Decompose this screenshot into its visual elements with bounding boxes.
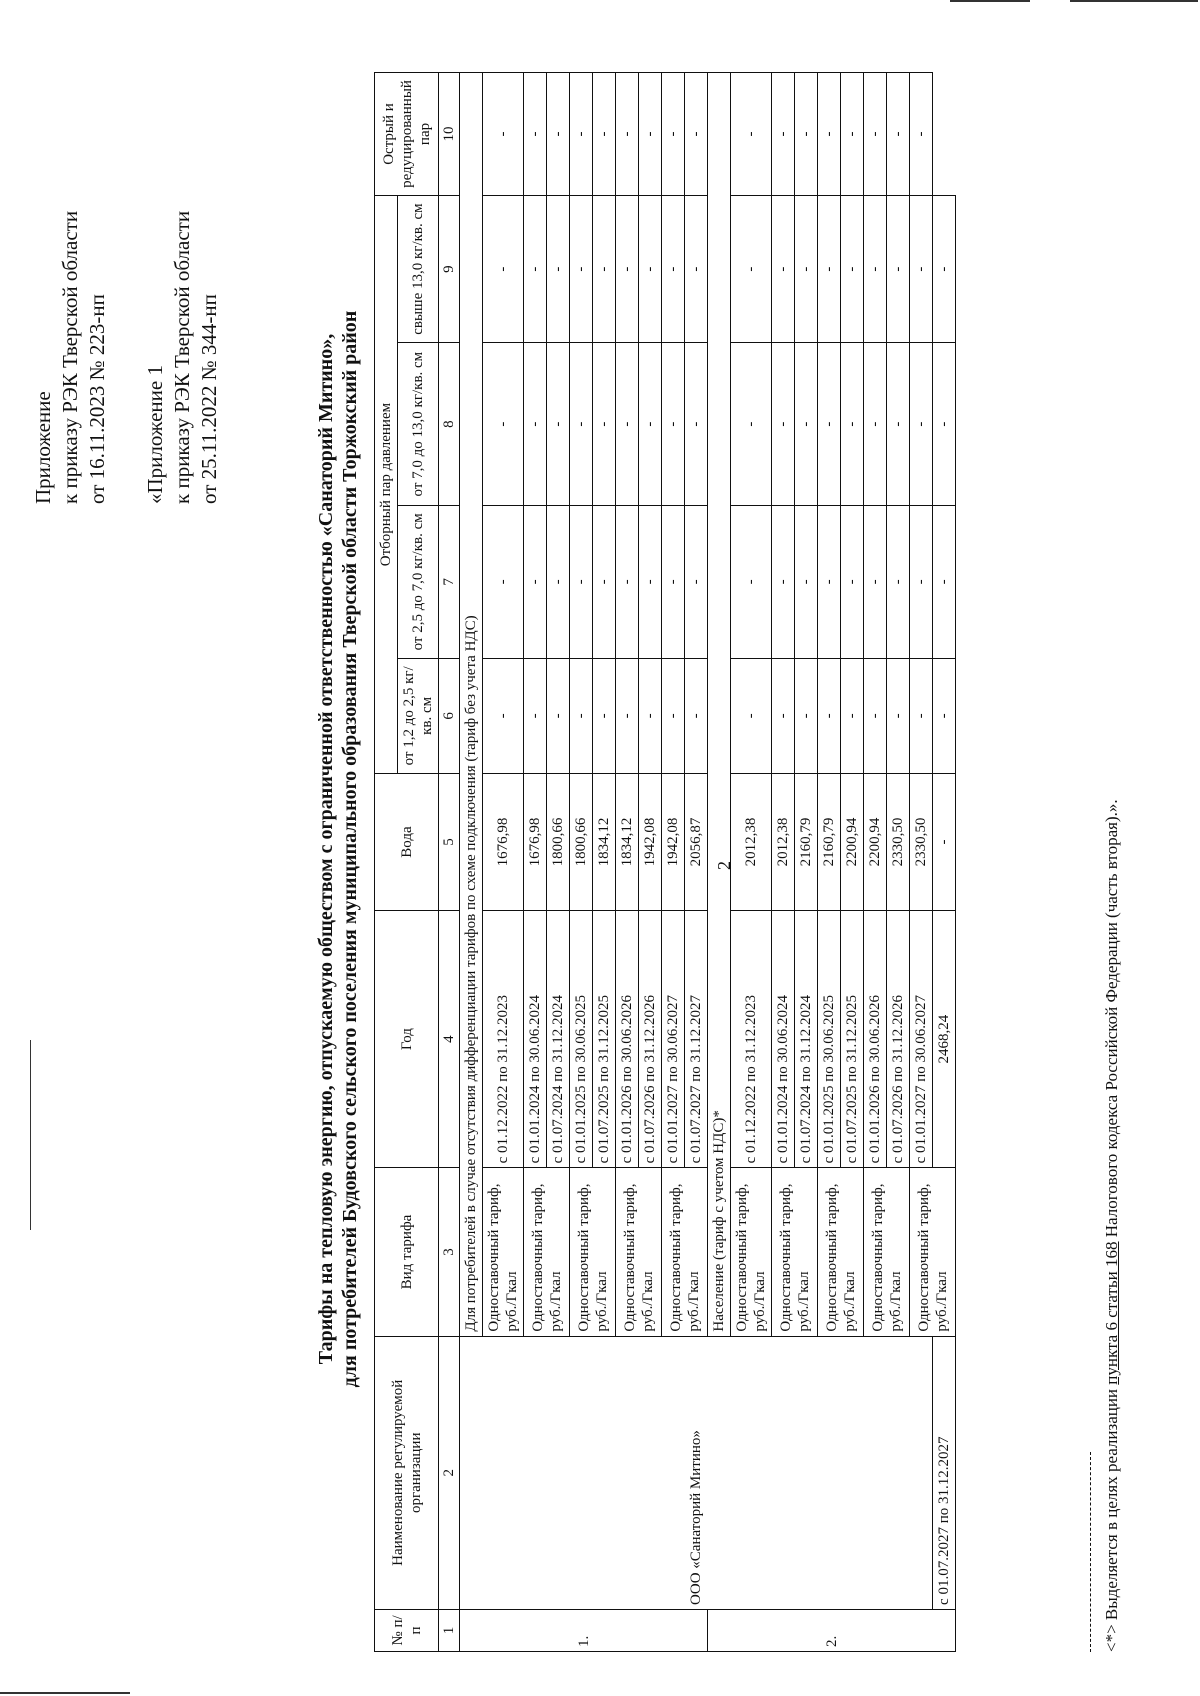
dash-cell: - [864, 73, 887, 196]
water-tariff-cell: 2012,38 [731, 774, 772, 911]
dash-cell: - [772, 73, 795, 196]
column-number: 4 [439, 910, 460, 1168]
dash-cell: - [570, 73, 593, 196]
section-number: 2. [708, 1609, 956, 1651]
column-number: 5 [439, 774, 460, 911]
tariff-type-cell: Одноставочный тариф, руб./Гкал [731, 1168, 772, 1336]
water-tariff-cell: 1676,98 [483, 774, 524, 911]
dash-cell: - [772, 658, 795, 774]
appendix-old-line3: от 25.11.2022 № 344-нп [197, 294, 221, 504]
dash-cell: - [841, 195, 864, 342]
dash-cell: - [731, 195, 772, 342]
header-row [375, 73, 398, 1652]
header-tariff-type: Вид тарифа [375, 1168, 439, 1336]
dash-cell: - [524, 73, 547, 196]
tariff-type-cell: Одноставочный тариф, руб./Гкал [818, 1168, 864, 1336]
period-cell: с 01.07.2025 по 31.12.2025 [841, 910, 864, 1168]
header-num: № п/п [375, 1609, 439, 1651]
water-tariff-cell: 1942,08 [662, 774, 685, 911]
dash-cell: - [818, 506, 841, 658]
period-cell: с 01.01.2025 по 30.06.2025 [818, 910, 841, 1168]
period-cell: с 01.01.2024 по 30.06.2024 [524, 910, 547, 1168]
dash-cell: - [933, 774, 956, 911]
dash-cell: - [818, 343, 841, 506]
dash-cell: - [524, 195, 547, 342]
footnote-suffix: Налогового кодекса Российской Федерации (часть вторая).». [1102, 799, 1121, 1242]
dash-cell: - [662, 506, 685, 658]
dash-cell: - [593, 506, 616, 658]
dash-cell: - [685, 195, 708, 342]
dash-cell: - [795, 195, 818, 342]
dash-cell: - [731, 73, 772, 196]
period-cell: с 01.01.2026 по 30.06.2026 [616, 910, 639, 1168]
dash-cell: - [910, 506, 933, 658]
footnote [1102, 799, 1122, 1652]
dash-cell: - [570, 658, 593, 774]
dash-cell: - [818, 73, 841, 196]
section-title: Население (тариф с учетом НДС)* [708, 73, 731, 1337]
column-number: 10 [439, 73, 460, 196]
water-tariff-cell: 1834,12 [616, 774, 639, 911]
dash-cell: - [616, 343, 639, 506]
dash-cell: - [685, 343, 708, 506]
dash-cell: - [910, 343, 933, 506]
appendix-old [142, 64, 223, 504]
period-cell: с 01.07.2024 по 31.12.2024 [795, 910, 818, 1168]
dash-cell: - [662, 73, 685, 196]
header-water: Вода [375, 774, 439, 911]
tariff-type-cell: Одноставочный тариф, руб./Гкал [910, 1168, 956, 1336]
water-tariff-cell: 1800,66 [570, 774, 593, 911]
water-tariff-cell: 2056,87 [685, 774, 708, 911]
dash-cell: - [547, 343, 570, 506]
dash-cell: - [910, 658, 933, 774]
dash-cell: - [841, 658, 864, 774]
dash-cell: - [547, 658, 570, 774]
dash-cell: - [524, 343, 547, 506]
dash-cell: - [864, 658, 887, 774]
water-tariff-cell: 2330,50 [887, 774, 910, 911]
dash-cell: - [841, 343, 864, 506]
dash-cell: - [483, 73, 524, 196]
table-body [460, 73, 956, 1652]
dash-cell: - [933, 506, 956, 658]
dash-cell: - [662, 343, 685, 506]
dash-cell: - [547, 73, 570, 196]
document-sheet [12, 14, 1182, 1684]
period-cell: с 01.07.2027 по 31.12.2027 [685, 910, 708, 1168]
organization-name: ООО «Санаторий Митино» [460, 1336, 933, 1609]
water-tariff-cell: 2200,94 [841, 774, 864, 911]
column-number: 8 [439, 343, 460, 506]
dash-cell: - [795, 73, 818, 196]
document-title [314, 14, 362, 1684]
appendix-old-line2: к приказу РЭК Тверской области [170, 210, 194, 504]
header-p2: от 2,5 до 7,0 кг/кв. см [398, 506, 439, 658]
footnote-link: пункта 6 статьи 168 [1102, 1241, 1121, 1385]
header-org: Наименование регулируемой организации [375, 1336, 439, 1609]
dash-cell: - [593, 73, 616, 196]
dash-cell: - [910, 195, 933, 342]
section-number: 1. [460, 1609, 708, 1651]
dash-cell: - [731, 506, 772, 658]
dash-cell: - [639, 506, 662, 658]
tariff-type-cell: Одноставочный тариф, руб./Гкал [864, 1168, 910, 1336]
header-p1: от 1,2 до 2,5 кг/кв. см [398, 658, 439, 774]
footnote-separator [1090, 1452, 1091, 1652]
title-line2: для потребителей Будовского сельского поселения муниципального образования Тверской области Торжокский район [339, 310, 361, 1388]
dash-cell: - [933, 195, 956, 342]
dash-cell: - [795, 506, 818, 658]
section-title: Для потребителей в случае отсутствия дифференциации тарифов по схеме подключения (тариф без учета НДС) [460, 73, 483, 1337]
dash-cell: - [570, 343, 593, 506]
period-cell: с 01.12.2022 по 31.12.2023 [731, 910, 772, 1168]
water-tariff-cell: 1676,98 [524, 774, 547, 911]
dash-cell: - [910, 73, 933, 196]
column-number: 9 [439, 195, 460, 342]
dash-cell: - [639, 343, 662, 506]
tariff-type-cell: Одноставочный тариф, руб./Гкал [616, 1168, 662, 1336]
scan-edge-bottom-left [0, 1692, 130, 1694]
dash-cell: - [483, 343, 524, 506]
dash-cell: - [887, 658, 910, 774]
dash-cell: - [616, 506, 639, 658]
dash-cell: - [933, 658, 956, 774]
dash-cell: - [616, 195, 639, 342]
water-tariff-cell: 2200,94 [864, 774, 887, 911]
dash-cell: - [772, 343, 795, 506]
title-line1: Тарифы на тепловую энергию, отпускаемую обществом с ограниченной ответственностью «Санаторий Митино», [315, 333, 337, 1365]
dash-cell: - [795, 658, 818, 774]
dash-cell: - [483, 506, 524, 658]
dash-cell: - [887, 343, 910, 506]
dash-cell: - [593, 658, 616, 774]
dash-cell: - [570, 195, 593, 342]
period-cell: с 01.01.2025 по 30.06.2025 [570, 910, 593, 1168]
dash-cell: - [685, 658, 708, 774]
dash-cell: - [864, 343, 887, 506]
header-year: Год [375, 910, 439, 1168]
header-sharp-steam: Острый и редуцированный пар [375, 73, 439, 196]
dash-cell: - [547, 506, 570, 658]
period-cell: с 01.01.2027 по 30.06.2027 [910, 910, 933, 1168]
column-number: 2 [439, 1336, 460, 1609]
water-tariff-cell: 1834,12 [593, 774, 616, 911]
water-tariff-cell: 2012,38 [772, 774, 795, 911]
dash-cell: - [639, 658, 662, 774]
dash-cell: - [662, 195, 685, 342]
dash-cell: - [864, 506, 887, 658]
dash-cell: - [483, 658, 524, 774]
dash-cell: - [524, 658, 547, 774]
dash-cell: - [731, 658, 772, 774]
period-cell: с 01.07.2026 по 31.12.2026 [639, 910, 662, 1168]
dash-cell: - [547, 195, 570, 342]
period-cell: с 01.07.2024 по 31.12.2024 [547, 910, 570, 1168]
footnote-prefix: <*> Выделяется в целях реализации [1102, 1384, 1121, 1652]
appendix-new-line3: от 16.11.2023 № 223-нп [85, 294, 109, 504]
dash-cell: - [887, 195, 910, 342]
water-tariff-cell: 1942,08 [639, 774, 662, 911]
period-cell: с 01.01.2027 по 30.06.2027 [662, 910, 685, 1168]
scan-edge-top-right-2 [950, 0, 1030, 2]
column-number: 3 [439, 1168, 460, 1336]
water-tariff-cell: 2468,24 [933, 910, 956, 1168]
period-cell: с 01.01.2026 по 30.06.2026 [864, 910, 887, 1168]
water-tariff-cell: 2160,79 [818, 774, 841, 911]
dash-cell: - [616, 658, 639, 774]
dash-cell: - [685, 73, 708, 196]
dash-cell: - [864, 195, 887, 342]
appendix-new [30, 64, 111, 504]
table-row [933, 73, 956, 1652]
scan-edge-top-right [1070, 0, 1198, 2]
dash-cell: - [887, 73, 910, 196]
dash-cell: - [570, 506, 593, 658]
dash-cell: - [818, 195, 841, 342]
dash-cell: - [933, 343, 956, 506]
water-tariff-cell: 2330,50 [910, 774, 933, 911]
column-number: 7 [439, 506, 460, 658]
column-number-row [439, 73, 460, 1652]
dash-cell: - [731, 343, 772, 506]
header-p4: свыше 13,0 кг/кв. см [398, 195, 439, 342]
header-p3: от 7,0 до 13,0 кг/кв. см [398, 343, 439, 506]
tariff-type-cell: Одноставочный тариф, руб./Гкал [662, 1168, 708, 1336]
dash-cell: - [639, 195, 662, 342]
dash-cell: - [841, 506, 864, 658]
period-cell: с 01.07.2027 по 31.12.2027 [933, 1336, 956, 1609]
dash-cell: - [685, 506, 708, 658]
period-cell: с 01.01.2024 по 30.06.2024 [772, 910, 795, 1168]
header-steam-group: Отборный пар давлением [375, 195, 398, 773]
tariff-table [374, 72, 956, 1652]
column-number: 6 [439, 658, 460, 774]
dash-cell: - [524, 506, 547, 658]
water-tariff-cell: 2160,79 [795, 774, 818, 911]
dash-cell: - [772, 506, 795, 658]
tariff-type-cell: Одноставочный тариф, руб./Гкал [483, 1168, 524, 1336]
tariff-type-cell: Одноставочный тариф, руб./Гкал [772, 1168, 818, 1336]
appendix-new-line1: Приложение [31, 391, 55, 504]
dash-cell: - [795, 343, 818, 506]
page-number: 2 [714, 861, 734, 870]
dash-cell: - [887, 506, 910, 658]
dash-cell: - [772, 195, 795, 342]
period-cell: с 01.12.2022 по 31.12.2023 [483, 910, 524, 1168]
period-cell: с 01.07.2025 по 31.12.2025 [593, 910, 616, 1168]
water-tariff-cell: 1800,66 [547, 774, 570, 911]
tariff-type-cell: Одноставочный тариф, руб./Гкал [524, 1168, 570, 1336]
dash-cell: - [818, 658, 841, 774]
appendix-old-line1: «Приложение 1 [143, 365, 167, 504]
dash-cell: - [593, 195, 616, 342]
column-number: 1 [439, 1609, 460, 1651]
appendix-new-line2: к приказу РЭК Тверской области [58, 210, 82, 504]
period-cell: с 01.07.2026 по 31.12.2026 [887, 910, 910, 1168]
dash-cell: - [593, 343, 616, 506]
dash-cell: - [483, 195, 524, 342]
dash-cell: - [662, 658, 685, 774]
dash-cell: - [841, 73, 864, 196]
dash-cell: - [616, 73, 639, 196]
dash-cell: - [639, 73, 662, 196]
tariff-type-cell: Одноставочный тариф, руб./Гкал [570, 1168, 616, 1336]
section-row [460, 73, 483, 1652]
